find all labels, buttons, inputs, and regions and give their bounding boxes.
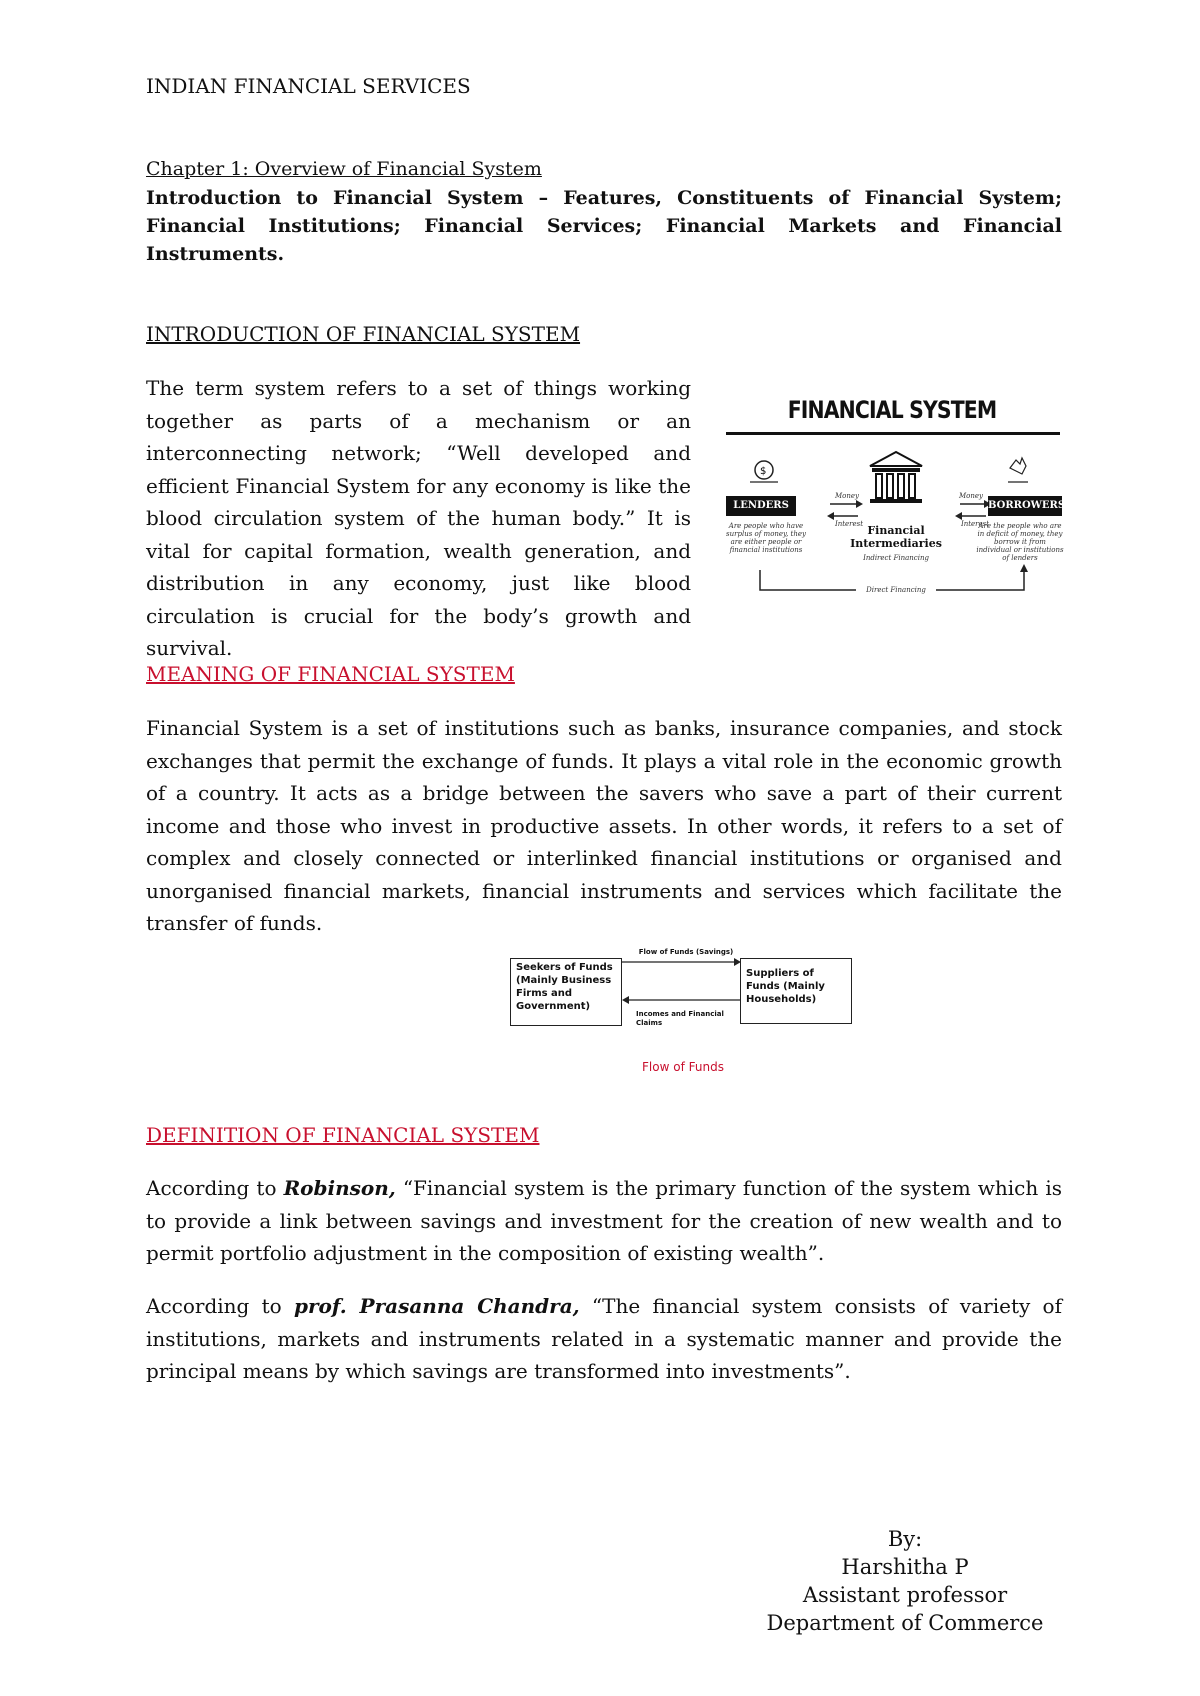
bank-icon (870, 452, 922, 503)
financial-system-figure (722, 392, 1066, 604)
svg-text:$: $ (760, 466, 767, 477)
def2-author: prof. Prasanna Chandra, (293, 1294, 580, 1318)
definition-prasanna-chandra (146, 1290, 1062, 1388)
suppliers-line2: Funds (Mainly (746, 981, 825, 992)
signature-block (760, 1525, 1050, 1637)
suppliers-line3: Households) (746, 994, 817, 1005)
meaning-paragraph: Financial System is a set of institutions such as banks, insurance companies, and stock exchanges that permit the exchange of funds. It plays a vital role in the economic growth of a country. It acts as a bridge between the savers who save a part of their current income and those who invest in productive assets. In other words, it refers to a set of complex and closely connected or interlinked financial institutions or organised and unorganised financial markets, financial instruments and services which facilitate the transfer of funds. (146, 716, 1062, 935)
interest-left-label: Interest (834, 520, 864, 528)
signature-by: By: (887, 1527, 923, 1551)
def2-prefix: According to (146, 1294, 294, 1318)
signature-department: Department of Commerce (766, 1611, 1044, 1635)
introduction-heading: INTRODUCTION OF FINANCIAL SYSTEM (146, 322, 581, 346)
intermediaries-line2: Intermediaries (850, 537, 942, 550)
interest-right-label: Interest (960, 520, 990, 528)
money-left-label: Money (835, 492, 859, 500)
def2-text: “The financial system consists of variety of institutions, markets and instruments related in a systematic manner and provide the principal means by which savings are transformed into investments”. (146, 1294, 1062, 1383)
hand-icon (1008, 458, 1028, 482)
seekers-line3: Firms and (516, 988, 573, 999)
flow-top-label: Flow of Funds (Savings) (638, 948, 734, 956)
seekers-line2: (Mainly Business (516, 975, 612, 986)
chapter-title: Chapter 1: Overview of Financial System (146, 158, 542, 180)
figure-title: FINANCIAL SYSTEM (787, 396, 997, 424)
flow-bottom-line1: Incomes and Financial (636, 1010, 724, 1018)
def1-text: “Financial system is the primary function of the system which is to provide a link between savings and investment for the creation of new wealth and to permit portfolio adjustment in the composition of existing wealth”. (146, 1176, 1062, 1265)
introduction-paragraph: The term system refers to a set of things working together as parts of a mechanism or an interconnecting network; “Well developed and efficient Financial System for any economy is like the blood circulation system of the human body.” It is vital for capital formation, wealth generation, and distribution in any economy, just like blood circulation is crucial for the body’s growth and survival. (146, 376, 691, 660)
signature-name: Harshitha P (841, 1555, 969, 1579)
indirect-financing-label: Indirect Financing (863, 554, 929, 562)
flow-bottom-line2: Claims (636, 1019, 663, 1027)
def1-author: Robinson, (283, 1176, 396, 1200)
seekers-line1: Seekers of Funds (516, 962, 613, 973)
borrowers-label: BORROWERS (988, 496, 1062, 516)
money-right-label: Money (959, 492, 983, 500)
flow-caption: Flow of Funds (642, 1060, 724, 1074)
definition-heading: DEFINITION OF FINANCIAL SYSTEM (146, 1123, 540, 1147)
flow-of-funds-figure (508, 942, 854, 1082)
lenders-note: Are people who have surplus of money, they are either people or financial institutions (726, 522, 806, 554)
definition-robinson (146, 1172, 1062, 1270)
meaning-heading: MEANING OF FINANCIAL SYSTEM (146, 662, 515, 686)
chapter-topics: Introduction to Financial System – Features, Constituents of Financial System; Financial Institutions; Financial Services; Financial Markets and Financial Instruments. (146, 187, 1062, 265)
direct-financing-label: Direct Financing (856, 586, 936, 594)
document-header: INDIAN FINANCIAL SERVICES (146, 74, 471, 98)
borrowers-note: Are the people who are in deficit of money, they borrow it from individual or institutions of lenders (976, 522, 1064, 562)
money-bag-icon (750, 461, 778, 482)
lenders-label: LENDERS (726, 496, 796, 516)
signature-designation: Assistant professor (802, 1583, 1008, 1607)
suppliers-line1: Suppliers of (746, 968, 814, 979)
def1-prefix: According to (146, 1176, 284, 1200)
seekers-line4: Government) (516, 1001, 591, 1012)
intermediaries-line1: Financial (867, 524, 925, 537)
flow-bottom-label (636, 1010, 736, 1028)
